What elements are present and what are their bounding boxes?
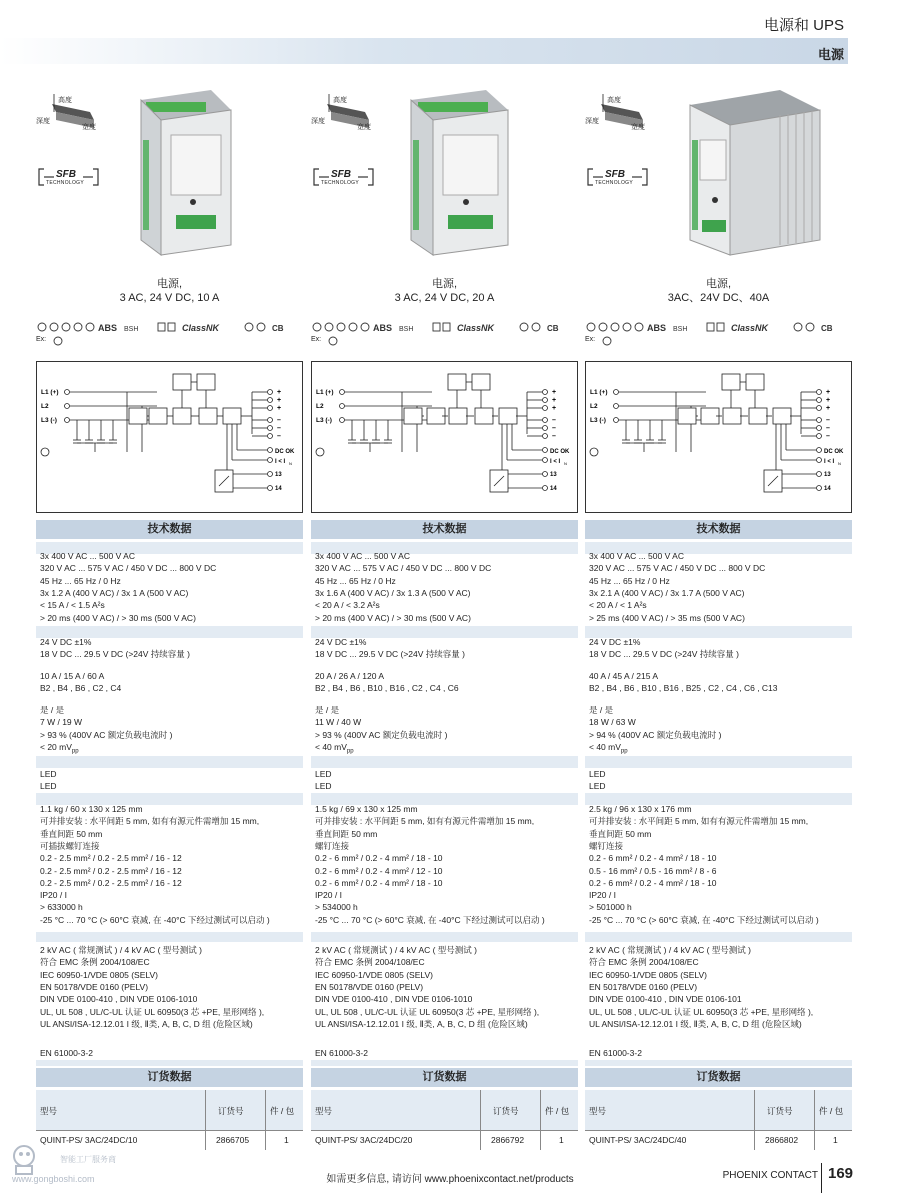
page-section-title: 电源和 UPS [763,17,844,34]
spec-line: 0.2 - 6 mm² / 0.2 - 4 mm² / 18 - 10 [589,853,717,864]
product-image [121,80,241,265]
spec-line: 0.2 - 6 mm² / 0.2 - 4 mm² / 18 - 10 [315,853,443,864]
diagram-label: L1 (+) [316,389,334,396]
svg-text:ABS: ABS [373,323,393,333]
spec-line: B2 , B4 , B6 , C2 , C4 [40,683,122,694]
page-subtitle: 电源 [817,47,844,62]
product-image [396,80,516,265]
spec-line: LED [40,781,57,792]
spec-line: 螺钉连接 [315,840,350,851]
order-row-divider [36,1130,303,1131]
spec-group-bar [36,756,303,768]
diagram-label: DC OK [275,449,295,455]
spec-line: DIN VDE 0100-410 , DIN VDE 0106-1010 [315,994,473,1005]
order-data-heading: 订货数据 [585,1068,852,1087]
order-col-type: 型号 [589,1106,607,1116]
spec-line: 2 kV AC ( 常规测试 ) / 4 kV AC ( 型号测试 ) [589,945,751,955]
diagram-label: L3 (-) [590,417,606,424]
certification-logos [311,320,578,348]
svg-text:ClassNK: ClassNK [457,323,495,333]
spec-line: 螺钉连接 [589,840,624,851]
ripple-subscript: pp [71,748,79,755]
watermark-main: 智能工厂服务商 [60,1155,116,1164]
spec-line: 3x 1.6 A (400 V AC) / 3x 1.3 A (500 V AC) [315,587,471,598]
tech-data-heading: 技术数据 [311,520,578,539]
spec-line: 垂直间距 50 mm [40,828,103,839]
spec-line: IEC 60950-1/VDE 0805 (SELV) [40,969,158,980]
order-header-row [36,1090,303,1130]
dimension-icon [311,90,391,140]
diagram-label: – [552,417,556,424]
spec-line: > 501000 h [589,902,632,913]
sfb-sub-text: TECHNOLOGY [595,180,634,186]
product-image [680,80,830,265]
wiring-diagram [36,361,303,513]
spec-line: 0.2 - 2.5 mm² / 0.2 - 2.5 mm² / 16 - 12 [40,865,182,876]
spec-line: 是 / 是 [40,705,65,715]
ripple-subscript: pp [346,748,354,755]
spec-line: 20 A / 26 A / 120 A [315,671,385,681]
product-name-line2: 3AC、24V DC、40A [667,292,770,304]
spec-line: UL ANSI/ISA-12.12.01 I 级, Ⅱ类, A, B, C, D 组 (危险区域) [40,1018,253,1029]
ripple-value: < 40 mV [589,741,621,752]
svg-text:CB: CB [272,324,284,333]
spec-line: UL, UL 508 , UL/C-UL 认证 UL 60950(3 芯 +PE, 星形网络 ), [589,1006,814,1017]
diagram-label: + [552,405,557,412]
spec-line: 0.2 - 6 mm² / 0.2 - 4 mm² / 12 - 10 [315,865,443,876]
spec-line: EN 50178/VDE 0160 (PELV) [40,981,149,992]
svg-text:BSH: BSH [399,326,414,333]
spec-line: 2.5 kg / 96 x 130 x 176 mm [589,804,692,814]
order-data-heading: 订货数据 [311,1068,578,1087]
order-row-divider [311,1130,578,1131]
spec-line: 3x 2.1 A (400 V AC) / 3x 1.7 A (500 V AC) [589,587,745,598]
spec-line: 垂直间距 50 mm [315,828,378,839]
svg-text:CB: CB [821,324,833,333]
spec-line: EN 61000-3-2 [40,1048,93,1058]
spec-line: > 534000 h [315,902,358,913]
spec-line: 可插拔螺钉连接 [40,840,100,851]
diagram-label: + [826,397,831,404]
order-header-row [311,1090,578,1130]
product-name-line2: 3 AC, 24 V DC, 10 A [119,292,220,304]
product-column-2 [311,70,578,1160]
spec-line: 3x 1.2 A (400 V AC) / 3x 1 A (500 V AC) [40,587,189,598]
svg-text:ABS: ABS [647,323,667,333]
circuit-diagram [37,362,302,512]
dim-depth-label: 深度 [311,118,325,125]
spec-line: IP20 / I [589,890,616,901]
svg-text:BSH: BSH [124,326,139,333]
ex-label: Ex: [36,336,47,343]
spec-group-bar [311,932,578,942]
diagram-label: + [826,389,831,396]
certification-logos [585,320,852,348]
spec-line: 3x 400 V AC ... 500 V AC [315,551,410,561]
diagram-label: – [277,425,281,432]
spec-line: 18 V DC ... 29.5 V DC (>24V 持续容量 ) [315,649,465,660]
spec-line: 18 V DC ... 29.5 V DC (>24V 持续容量 ) [40,649,190,660]
footer-separator [821,1163,822,1193]
spec-line: 7 W / 19 W [40,717,83,728]
order-col-divider [480,1090,481,1150]
product-name [311,277,578,305]
order-data-heading: 订货数据 [36,1068,303,1087]
diagram-label: L1 (+) [41,389,59,396]
spec-line: EN 61000-3-2 [315,1048,368,1058]
spec-line: 可并排安装 : 水平间距 5 mm, 如有有源元件需增加 15 mm, [315,816,535,827]
spec-line: 24 V DC ±1% [40,637,92,647]
order-number-value: 2866792 [491,1135,525,1145]
diagram-label: I < I [824,459,835,465]
spec-line: LED [589,769,606,779]
order-number-value: 2866802 [765,1135,799,1145]
diagram-label: L3 (-) [41,417,57,424]
diagram-label: L1 (+) [590,389,608,396]
certification-logos [36,320,303,348]
order-col-divider [540,1090,541,1150]
spec-line: IP20 / I [40,890,67,901]
spec-line: > 93 % (400V AC 额定负载电流时 ) [40,729,173,740]
spec-line: -25 °C ... 70 °C (> 60°C 衰减, 在 -40°C 下经过测试可以启动 ) [315,914,545,925]
spec-line: 0.2 - 6 mm² / 0.2 - 4 mm² / 18 - 10 [589,877,717,888]
spec-line: > 25 ms (400 V AC) / > 35 ms (500 V AC) [589,612,745,623]
spec-line: LED [315,781,332,792]
dimension-icon [36,90,116,140]
diagram-label: + [826,405,831,412]
dim-height-label: 高度 [607,97,621,104]
spec-line: 18 W / 63 W [589,717,636,728]
spec-line: > 20 ms (400 V AC) / > 30 ms (500 V AC) [315,612,471,623]
dim-width-label: 宽度 [82,124,96,131]
product-name-line2: 3 AC, 24 V DC, 20 A [394,292,495,304]
product-column-3 [585,70,852,1160]
order-number-value: 2866705 [216,1135,250,1145]
spec-line: EN 61000-3-2 [589,1048,642,1058]
spec-line: 3x 400 V AC ... 500 V AC [40,551,135,561]
diagram-label: DC OK [550,449,570,455]
spec-group-bar [36,1060,303,1066]
sfb-technology-logo [311,165,376,189]
order-pack-value: 1 [559,1135,564,1145]
order-col-order-no: 订货号 [218,1106,244,1116]
svg-text:BSH: BSH [673,326,688,333]
spec-line: 320 V AC ... 575 V AC / 450 V DC ... 800 V DC [315,563,492,574]
order-table [311,1090,578,1150]
spec-line: 45 Hz ... 65 Hz / 0 Hz [589,575,670,586]
diagram-label: L3 (-) [316,417,332,424]
spec-line: > 94 % (400V AC 额定负载电流时 ) [589,729,722,740]
spec-line: EN 50178/VDE 0160 (PELV) [589,981,698,992]
order-col-pack: 件 / 包 [819,1106,844,1116]
order-pack-value: 1 [833,1135,838,1145]
spec-line: 可并排安装 : 水平间距 5 mm, 如有有源元件需增加 15 mm, [589,816,809,827]
sfb-technology-logo [36,165,101,189]
tech-data-heading: 技术数据 [36,520,303,539]
diagram-label: 13 [275,472,282,478]
order-col-pack: 件 / 包 [545,1106,570,1116]
spec-line: -25 °C ... 70 °C (> 60°C 衰减, 在 -40°C 下经过测试可以启动 ) [40,914,270,925]
sfb-sub-text: TECHNOLOGY [321,180,360,186]
ex-label: Ex: [311,336,322,343]
spec-line: 垂直间距 50 mm [589,828,652,839]
spec-line: 3x 400 V AC ... 500 V AC [589,551,684,561]
sfb-technology-logo [585,165,650,189]
order-col-order-no: 订货号 [767,1106,793,1116]
order-col-type: 型号 [40,1106,58,1116]
spec-line: UL, UL 508 , UL/C-UL 认证 UL 60950(3 芯 +PE, 星形网络 ), [40,1006,265,1017]
diagram-label: – [552,425,556,432]
order-col-divider [265,1090,266,1150]
product-name [585,277,852,305]
spec-line: 0.2 - 2.5 mm² / 0.2 - 2.5 mm² / 16 - 12 [40,853,182,864]
product-name-line1: 电源, [431,278,458,290]
product-name [36,277,303,305]
spec-line: 可并排安装 : 水平间距 5 mm, 如有有源元件需增加 15 mm, [40,816,260,827]
diagram-label: 13 [550,472,557,478]
spec-line: IP20 / I [315,890,342,901]
spec-line: 0.5 - 16 mm² / 0.5 - 16 mm² / 8 - 6 [589,865,717,876]
order-col-divider [814,1090,815,1150]
dimension-icon [585,90,665,140]
spec-line: UL ANSI/ISA-12.12.01 I 级, Ⅱ类, A, B, C, D 组 (危险区域) [589,1018,802,1029]
diagram-label: 14 [550,486,557,492]
sfb-main-text: SFB [331,169,351,180]
spec-line: 320 V AC ... 575 V AC / 450 V DC ... 800 V DC [40,563,217,574]
ripple-value: < 20 mV [40,741,72,752]
spec-line: 0.2 - 6 mm² / 0.2 - 4 mm² / 18 - 10 [315,877,443,888]
spec-line: < 20 A / < 1 A²s [589,600,647,611]
sfb-sub-text: TECHNOLOGY [46,180,85,186]
diagram-label: N [289,461,292,466]
diagram-label: N [564,461,567,466]
diagram-label: + [277,389,282,396]
tech-data-heading: 技术数据 [585,520,852,539]
diagram-label: – [826,425,830,432]
spec-line: 18 V DC ... 29.5 V DC (>24V 持续容量 ) [589,649,739,660]
circuit-diagram [586,362,851,512]
spec-line: UL ANSI/ISA-12.12.01 I 级, Ⅱ类, A, B, C, D 组 (危险区域) [315,1018,528,1029]
product-name-line1: 电源, [156,278,183,290]
order-row-divider [585,1130,852,1131]
wiring-diagram [585,361,852,513]
spec-line: LED [589,781,606,792]
diagram-label: + [552,397,557,404]
spec-line: 320 V AC ... 575 V AC / 450 V DC ... 800 V DC [589,563,766,574]
diagram-label: I < I [275,459,286,465]
header-band [0,38,848,64]
order-header-row [585,1090,852,1130]
spec-line: LED [40,769,57,779]
spec-line: 符合 EMC 条例 2004/108/EC [315,957,425,968]
dim-depth-label: 深度 [585,118,599,125]
dim-depth-label: 深度 [36,118,50,125]
spec-line: > 93 % (400V AC 额定负载电流时 ) [315,729,448,740]
diagram-label: – [552,433,556,440]
dim-width-label: 宽度 [357,124,371,131]
spec-line: DIN VDE 0100-410 , DIN VDE 0106-1010 [40,994,198,1005]
dim-height-label: 高度 [333,97,347,104]
spec-line: 符合 EMC 条例 2004/108/EC [589,957,699,968]
order-col-divider [754,1090,755,1150]
order-col-pack: 件 / 包 [270,1106,295,1116]
ripple-subscript: pp [620,748,628,755]
diagram-label: I < I [550,459,561,465]
wiring-diagram [311,361,578,513]
spec-line: 40 A / 45 A / 215 A [589,671,659,681]
spec-line: EN 50178/VDE 0160 (PELV) [315,981,424,992]
spec-line: B2 , B4 , B6 , B10 , B16 , C2 , C4 , C6 [315,683,459,694]
spec-line: 24 V DC ±1% [589,637,641,647]
order-col-order-no: 订货号 [493,1106,519,1116]
spec-line: > 633000 h [40,902,83,913]
footer-note: 如需更多信息, 请访问 www.phoenixcontact.net/products [326,1174,574,1185]
diagram-label: L2 [41,403,49,410]
spec-line: < 15 A / < 1.5 A²s [40,600,105,611]
diagram-label: 13 [824,472,831,478]
watermark-url: www.gongboshi.com [12,1174,95,1184]
sfb-main-text: SFB [605,169,625,180]
spec-line: 11 W / 40 W [315,717,362,728]
order-pack-value: 1 [284,1135,289,1145]
spec-group-bar [585,756,852,768]
spec-line: 1.5 kg / 69 x 130 x 125 mm [315,804,418,814]
spec-group-bar [36,932,303,942]
diagram-label: + [277,397,282,404]
diagram-label: + [552,389,557,396]
spec-line: 10 A / 15 A / 60 A [40,671,105,681]
robot-icon [4,1138,64,1178]
svg-text:ClassNK: ClassNK [182,323,220,333]
footer-brand: PHOENIX CONTACT [722,1170,818,1181]
spec-line: < 20 A / < 3.2 A²s [315,600,380,611]
dim-height-label: 高度 [58,97,72,104]
spec-group-bar [585,932,852,942]
order-type-value: QUINT-PS/ 3AC/24DC/20 [315,1135,413,1145]
diagram-label: – [277,433,281,440]
diagram-label: 14 [275,486,282,492]
order-table [585,1090,852,1150]
spec-line: DIN VDE 0100-410 , DIN VDE 0106-101 [589,994,742,1005]
spec-line: LED [315,769,332,779]
spec-line: 45 Hz ... 65 Hz / 0 Hz [315,575,396,586]
diagram-label: L2 [316,403,324,410]
diagram-label: L2 [590,403,598,410]
order-col-divider [205,1090,206,1150]
spec-line: 0.2 - 2.5 mm² / 0.2 - 2.5 mm² / 16 - 12 [40,877,182,888]
order-col-type: 型号 [315,1106,333,1116]
spec-line: 1.1 kg / 60 x 130 x 125 mm [40,804,143,814]
diagram-label: N [838,461,841,466]
diagram-label: + [277,405,282,412]
spec-line: 24 V DC ±1% [315,637,367,647]
spec-line: B2 , B4 , B6 , B10 , B16 , B25 , C2 , C4 , C6 , C13 [589,683,778,694]
product-name-line1: 电源, [705,278,732,290]
dim-width-label: 宽度 [631,124,645,131]
spec-group-bar [585,1060,852,1066]
diagram-label: DC OK [824,449,844,455]
spec-line: > 20 ms (400 V AC) / > 30 ms (500 V AC) [40,612,196,623]
diagram-label: – [826,417,830,424]
sfb-main-text: SFB [56,169,76,180]
spec-line: 2 kV AC ( 常规测试 ) / 4 kV AC ( 型号测试 ) [315,945,477,955]
diagram-label: 14 [824,486,831,492]
diagram-label: – [826,433,830,440]
spec-line: IEC 60950-1/VDE 0805 (SELV) [589,969,707,980]
ripple-value: < 40 mV [315,741,347,752]
spec-group-bar [311,1060,578,1066]
order-type-value: QUINT-PS/ 3AC/24DC/40 [589,1135,687,1145]
page-number: 169 [828,1165,854,1182]
watermark-logo [4,1138,164,1190]
spec-line: IEC 60950-1/VDE 0805 (SELV) [315,969,433,980]
spec-group-bar [311,756,578,768]
ex-label: Ex: [585,336,596,343]
spec-line: 45 Hz ... 65 Hz / 0 Hz [40,575,121,586]
svg-text:ABS: ABS [98,323,118,333]
order-type-value: QUINT-PS/ 3AC/24DC/10 [40,1135,138,1145]
spec-line: 是 / 是 [315,705,340,715]
svg-text:ClassNK: ClassNK [731,323,769,333]
product-column-1 [36,70,303,1160]
spec-line: UL, UL 508 , UL/C-UL 认证 UL 60950(3 芯 +PE, 星形网络 ), [315,1006,540,1017]
svg-text:CB: CB [547,324,559,333]
spec-line: 是 / 是 [589,705,614,715]
spec-line: 符合 EMC 条例 2004/108/EC [40,957,150,968]
spec-line: -25 °C ... 70 °C (> 60°C 衰减, 在 -40°C 下经过测试可以启动 ) [589,914,819,925]
diagram-label: – [277,417,281,424]
spec-line: 2 kV AC ( 常规测试 ) / 4 kV AC ( 型号测试 ) [40,945,202,955]
circuit-diagram [312,362,577,512]
